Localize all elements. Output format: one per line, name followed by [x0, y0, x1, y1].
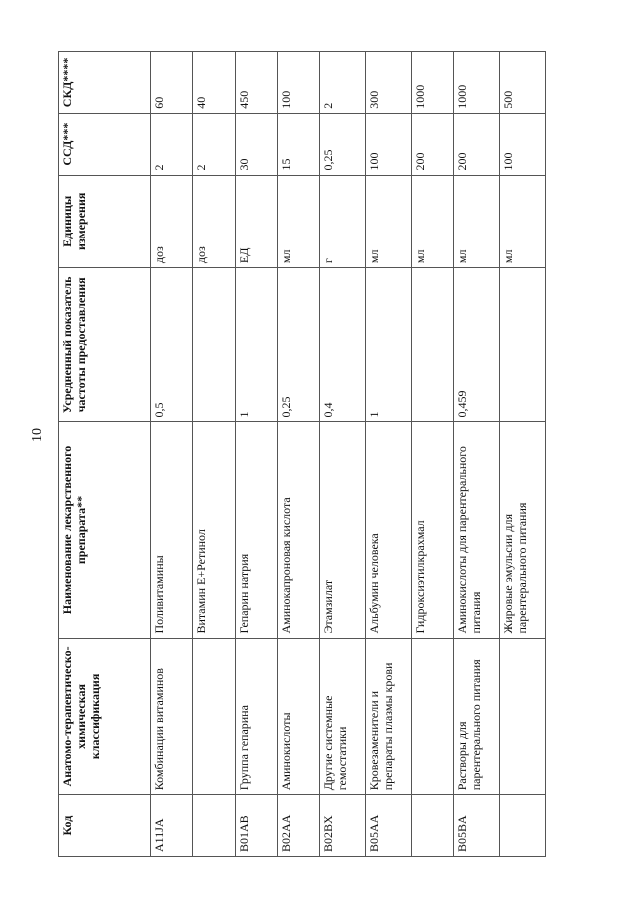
cell-unit: доз	[151, 175, 193, 268]
cell-code	[411, 795, 453, 857]
table-row	[151, 52, 193, 857]
cell-code: B02BX	[320, 795, 366, 857]
cell-atc	[193, 638, 235, 795]
header-ssd: ССД***	[59, 113, 151, 175]
cell-code: B05AA	[365, 795, 411, 857]
cell-unit: мл	[277, 175, 319, 268]
header-skd: СКД****	[59, 52, 151, 114]
cell-code: B02AA	[277, 795, 319, 857]
cell-drug: Альбумин человека	[365, 422, 411, 638]
cell-ssd: 100	[365, 113, 411, 175]
cell-unit: доз	[193, 175, 235, 268]
cell-atc	[411, 638, 453, 795]
cell-frequency: 0,459	[454, 268, 500, 422]
cell-drug: Жировые эмульсии для парентерального питания	[499, 422, 545, 638]
drug-table	[58, 51, 546, 857]
cell-drug: Аминокапроновая кислота	[277, 422, 319, 638]
cell-skd: 450	[235, 52, 277, 114]
table-row	[499, 52, 545, 857]
cell-unit: ЕД	[235, 175, 277, 268]
cell-ssd: 200	[411, 113, 453, 175]
cell-atc: Другие системные гемостатики	[320, 638, 366, 795]
cell-ssd: 100	[499, 113, 545, 175]
table-row	[365, 52, 411, 857]
rotated-table-wrapper	[58, 51, 546, 857]
cell-atc: Кровезаменители и препараты плазмы крови	[365, 638, 411, 795]
cell-frequency	[499, 268, 545, 422]
table-row	[277, 52, 319, 857]
header-unit: Единицы измерения	[59, 175, 151, 268]
cell-skd: 1000	[411, 52, 453, 114]
table-row	[454, 52, 500, 857]
cell-skd: 40	[193, 52, 235, 114]
cell-skd: 500	[499, 52, 545, 114]
cell-drug: Аминокислоты для парентерального питания	[454, 422, 500, 638]
table-row	[320, 52, 366, 857]
cell-unit: г	[320, 175, 366, 268]
cell-frequency	[411, 268, 453, 422]
cell-drug: Гепарин натрия	[235, 422, 277, 638]
cell-ssd: 30	[235, 113, 277, 175]
header-atc: Анатомо-терапевтическо-химическая классификация	[59, 638, 151, 795]
cell-atc: Комбинации витаминов	[151, 638, 193, 795]
cell-code: B05BA	[454, 795, 500, 857]
cell-atc	[499, 638, 545, 795]
cell-skd: 60	[151, 52, 193, 114]
cell-skd: 300	[365, 52, 411, 114]
cell-ssd: 2	[193, 113, 235, 175]
cell-ssd: 2	[151, 113, 193, 175]
cell-frequency: 0,25	[277, 268, 319, 422]
cell-unit: мл	[365, 175, 411, 268]
cell-unit: мл	[454, 175, 500, 268]
table-row	[193, 52, 235, 857]
cell-ssd: 200	[454, 113, 500, 175]
cell-skd: 1000	[454, 52, 500, 114]
cell-code: B01AB	[235, 795, 277, 857]
header-code: Код	[59, 795, 151, 857]
cell-code	[499, 795, 545, 857]
cell-drug: Поливитамины	[151, 422, 193, 638]
header-frequency: Усредненный показатель частоты предоставления	[59, 268, 151, 422]
cell-skd: 2	[320, 52, 366, 114]
cell-atc: Группа гепарина	[235, 638, 277, 795]
page-number: 10	[30, 428, 45, 442]
cell-ssd: 0,25	[320, 113, 366, 175]
cell-frequency	[193, 268, 235, 422]
cell-skd: 100	[277, 52, 319, 114]
cell-frequency: 1	[235, 268, 277, 422]
cell-unit: мл	[499, 175, 545, 268]
header-drug: Наименование лекарственного препарата**	[59, 422, 151, 638]
table-header-row	[59, 52, 151, 857]
cell-code	[193, 795, 235, 857]
cell-drug: Гидроксиэтилкрахмал	[411, 422, 453, 638]
cell-atc: Растворы для парентерального питания	[454, 638, 500, 795]
cell-frequency: 0,4	[320, 268, 366, 422]
table-row	[235, 52, 277, 857]
cell-code: A11JA	[151, 795, 193, 857]
cell-frequency: 1	[365, 268, 411, 422]
cell-drug: Витамин Е+Ретинол	[193, 422, 235, 638]
cell-frequency: 0,5	[151, 268, 193, 422]
cell-ssd: 15	[277, 113, 319, 175]
cell-unit: мл	[411, 175, 453, 268]
table-row	[411, 52, 453, 857]
cell-drug: Этамзилат	[320, 422, 366, 638]
cell-atc: Аминокислоты	[277, 638, 319, 795]
